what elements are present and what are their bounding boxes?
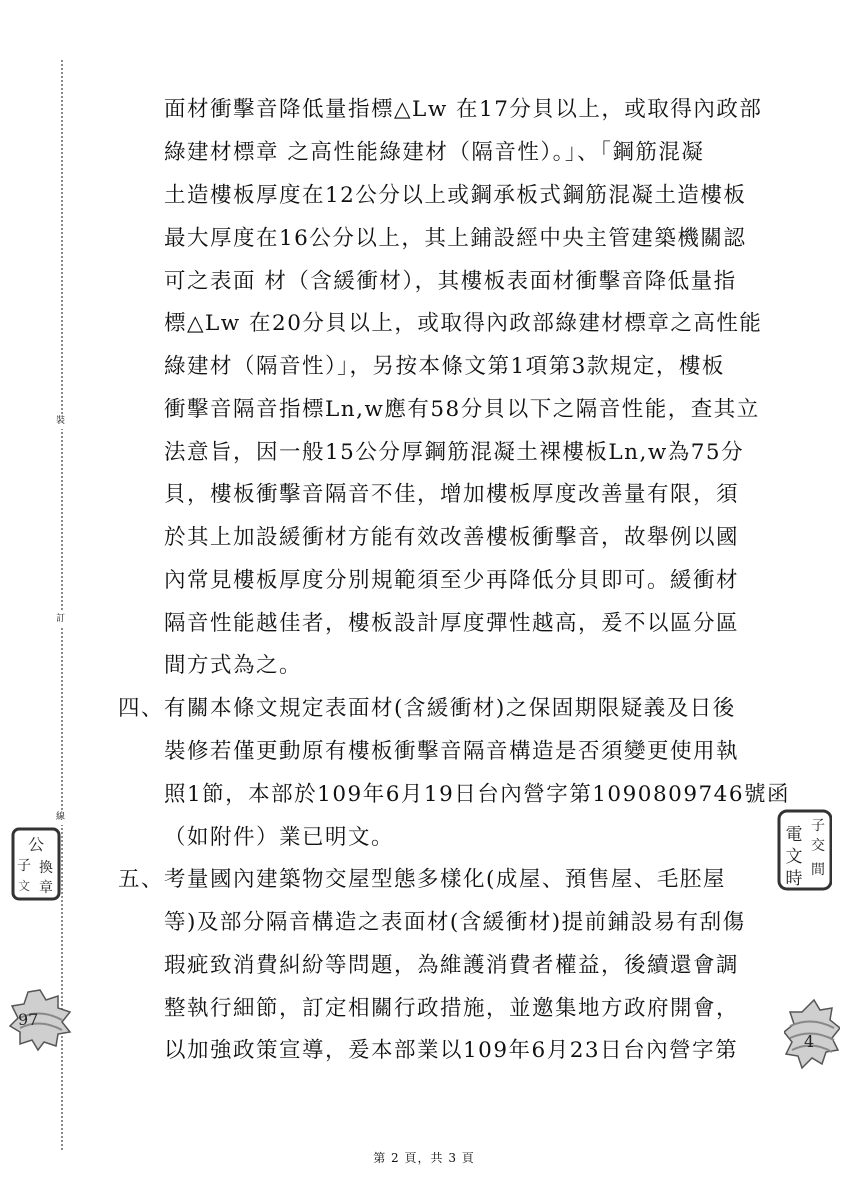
item-four-number: 四、: [118, 696, 165, 721]
text-line: 綠建材標章 之高性能綠建材（隔音性）。」、「鋼筋混凝: [164, 140, 705, 165]
text-line: 可之表面 材（含緩衝材），其樓板表面材衝擊音降低量指: [164, 269, 737, 294]
text-line: 標△Lw 在20分貝以上，或取得內政部綠建材標章之高性能: [164, 311, 763, 336]
text-line: 綠建材（隔音性）」，另按本條文第1項第3款規定，樓板: [164, 354, 725, 379]
binding-margin-line: [61, 60, 63, 1150]
text-line: 面材衝擊音降低量指標△Lw 在17分貝以上，或取得內政部: [164, 97, 763, 122]
svg-text:子: 子: [811, 818, 825, 834]
exchange-stamp-left: [10, 826, 62, 902]
text-line: 裝修若僅更動原有樓板衝擊音隔音構造是否須變更使用執: [164, 739, 740, 764]
svg-text:間: 間: [811, 862, 825, 878]
text-line: 整執行細節，訂定相關行政措施，並邀集地方政府開會，: [164, 996, 740, 1021]
text-line: 衝擊音隔音指標Ln,w應有58分貝以下之隔音性能，查其立: [164, 397, 760, 422]
svg-text:文: 文: [17, 879, 31, 893]
exchange-stamp-right: [776, 808, 832, 892]
text-line: 內常見樓板厚度分別規範須至少再降低分貝即可。緩衝材: [164, 568, 740, 593]
seal-right-number: 4: [804, 1032, 815, 1051]
text-line: 考量國內建築物交屋型態多樣化(成屋、預售屋、毛胚屋: [164, 867, 726, 892]
binding-label-zhuang: 裝: [56, 414, 65, 429]
seal-left-number: 97: [18, 1010, 39, 1029]
svg-text:交: 交: [811, 838, 825, 854]
svg-text:電: 電: [785, 825, 803, 845]
text-line: 瑕疵致消費糾紛等問題，為維護消費者權益，後續還會調: [164, 953, 740, 978]
svg-text:文: 文: [785, 847, 803, 867]
text-line: 以加強政策宣導，爰本部業以109年6月23日台內營字第: [164, 1038, 739, 1063]
text-line: 最大厚度在16公分以上，其上鋪設經中央主管建築機關認: [164, 226, 747, 251]
svg-text:子: 子: [17, 858, 31, 874]
item-five-number: 五、: [118, 867, 165, 892]
seal-right: [784, 998, 840, 1070]
text-line: 有關本條文規定表面材(含緩衝材)之保固期限疑義及日後: [164, 696, 736, 721]
text-line: 等)及部分隔音構造之表面材(含緩衝材)提前鋪設易有刮傷: [164, 910, 746, 935]
svg-text:章: 章: [39, 880, 53, 896]
text-line: 照1節，本部於109年6月19日台內營字第1090809746號函: [164, 782, 791, 807]
seal-left: [8, 988, 72, 1052]
text-line: 貝，樓板衝擊音隔音不佳，增加樓板厚度改善量有限，須: [164, 482, 740, 507]
svg-text:公: 公: [27, 835, 45, 854]
text-line: 土造樓板厚度在12公分以上或鋼承板式鋼筋混凝土造樓板: [164, 183, 747, 208]
text-line: 法意旨，因一般15公分厚鋼筋混凝土裸樓板Ln,w為75分: [164, 440, 745, 465]
binding-label-ding: 訂: [56, 612, 65, 627]
svg-text:換: 換: [39, 860, 53, 876]
text-line: 隔音性能越佳者，樓板設計厚度彈性越高，爰不以區分區: [164, 611, 740, 636]
binding-label-xian: 線: [56, 810, 65, 825]
text-line: 間方式為之。: [164, 653, 303, 678]
text-line: 於其上加設緩衝材方能有效改善樓板衝擊音，故舉例以國: [164, 525, 740, 550]
svg-text:時: 時: [785, 869, 803, 889]
text-line: （如附件）業已明文。: [164, 825, 395, 850]
page-footer: 第 2 頁，共 3 頁: [373, 1151, 475, 1165]
